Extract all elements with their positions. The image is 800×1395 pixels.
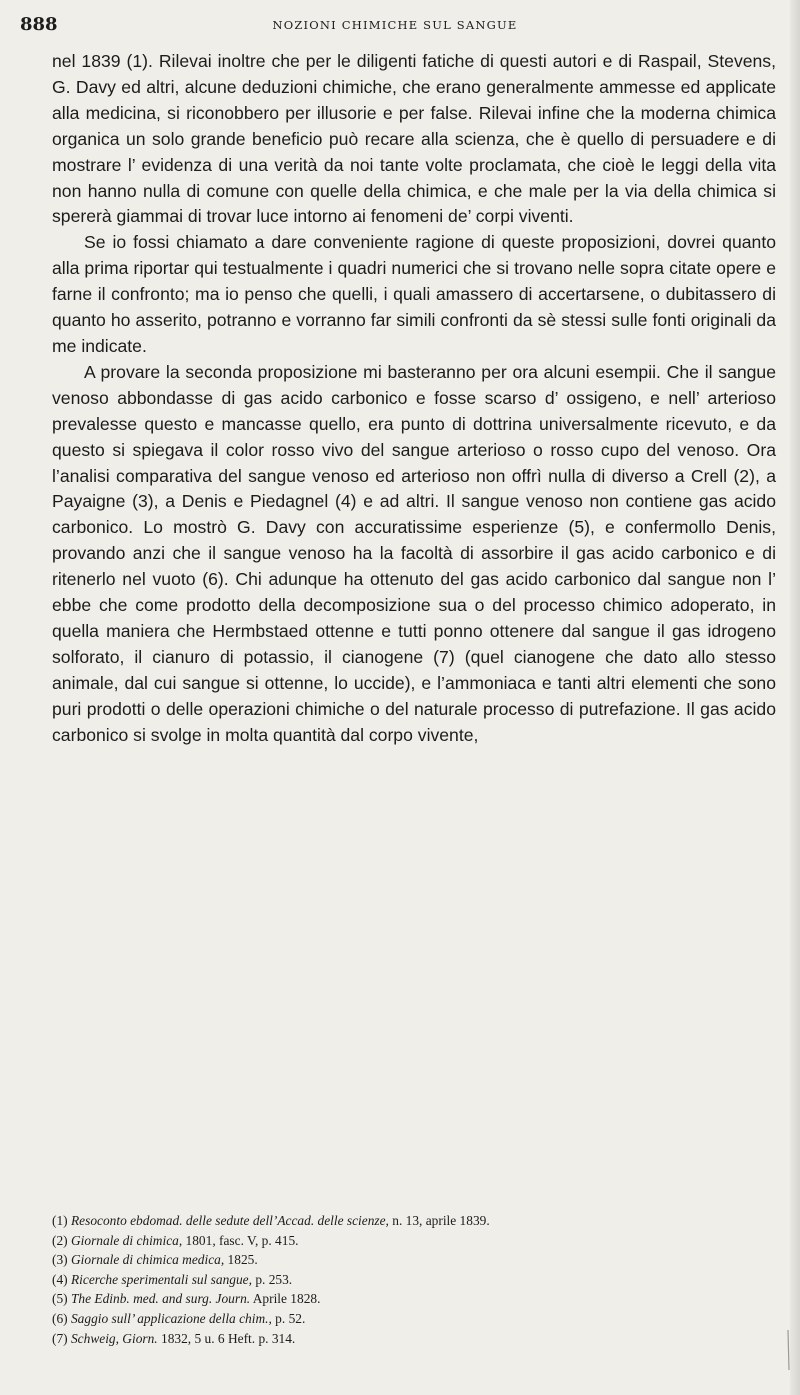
page-header xyxy=(20,14,770,38)
footnote-mark: (4) xyxy=(52,1271,68,1287)
footnote xyxy=(52,1289,776,1309)
footnote xyxy=(52,1329,776,1349)
footnote-title: Schweig, Giorn. xyxy=(70,1330,158,1346)
running-title: NOZIONI CHIMICHE SUL SANGUE xyxy=(272,18,518,32)
footnote-title: Giornale di chimica, xyxy=(70,1232,183,1248)
footnote-mark: (7) xyxy=(52,1330,68,1346)
footnote-mark: (3) xyxy=(52,1252,68,1268)
footnote-detail: n. 13, aprile 1839. xyxy=(388,1213,490,1228)
footnote xyxy=(52,1250,776,1270)
ink-speck-mark xyxy=(782,1330,794,1370)
footnote xyxy=(52,1309,776,1329)
footnote-mark: (1) xyxy=(52,1213,68,1228)
footnote-mark: (6) xyxy=(52,1310,68,1326)
footnote-mark: (5) xyxy=(52,1291,68,1307)
footnote-title: Giornale di chimica medica, xyxy=(70,1252,225,1268)
footnote-title: Saggio sull’ applicazione della chim., xyxy=(70,1310,272,1326)
paragraph: nel 1839 (1). Rilevai inoltre che per le diligenti fatiche di questi autori e di Raspail, Stevens, G. Davy ed altri, alcune deduzioni chimiche, che erano generalmente ammesse ed applicate alla medicina, si riconobbero per illusorie e per false. Rilevai infine che la moderna chimica organica un solo grande beneficio può recare alla scienza, che è quello di persuadere e di mostrare l’ evidenza di una verità da noi tante volte proclamata, che cioè le leggi della vita non hanno nulla di comune con quelle della chimica, e che male per la via della chimica si spererà giammai di trovar luce intorno ai fenomeni de’ corpi viventi. xyxy=(52,51,776,227)
footnote-detail: Aprile 1828. xyxy=(250,1291,321,1307)
footnote xyxy=(52,1231,776,1251)
footnote-mark: (2) xyxy=(52,1232,68,1248)
footnote-title: The Edinb. med. and surg. Journ. xyxy=(70,1291,251,1307)
footnotes xyxy=(52,1211,776,1348)
footnote-detail: 1801, fasc. V, p. 415. xyxy=(182,1232,299,1248)
footnote-detail: 1832, 5 u. 6 Heft. p. 314. xyxy=(157,1330,296,1346)
footnote-title: Resoconto ebdomad. delle sedute dell’Accad. delle scienze, xyxy=(70,1213,389,1228)
footnote-detail: p. 52. xyxy=(271,1310,306,1326)
footnote-detail: 1825. xyxy=(224,1252,258,1268)
page-edge-shadow xyxy=(790,0,800,1395)
body-text xyxy=(52,49,776,748)
footnote-detail: p. 253. xyxy=(251,1271,293,1287)
footnote xyxy=(52,1270,776,1290)
footnote xyxy=(52,1211,776,1231)
paragraph: Se io fossi chiamato a dare conveniente ragione di queste proposizioni, dovrei quanto alla prima riportar qui testualmente i quadri numerici che si trovano nelle sopra citate opere e farne il confronto; ma io penso che quelli, i quali amassero di accertarsene, o dubitassero di quanto ho asserito, potranno e vorranno far simili confronti da sè stessi sulle fonti originali da me indicate. xyxy=(52,232,776,356)
page-number: 888 xyxy=(20,14,58,35)
footnote-title: Ricerche sperimentali sul sangue, xyxy=(70,1271,252,1287)
paragraph: A provare la seconda proposizione mi basteranno per ora alcuni esempii. Che il sangue venoso abbondasse di gas acido carbonico e fosse scarso d’ ossigeno, e nell’ arterioso prevalesse questo e mancasse quello, era punto di dottrina universalmente ricevuto, e da questo si spiegava il color rosso vivo del sangue arterioso o rosso cupo del venoso. Ora l’analisi comparativa del sangue venoso ed arterioso non offrì nulla di diverso a Crell (2), a Payaigne (3), a Denis e Piedagnel (4) e ad altri. Il sangue venoso non contiene gas acido carbonico. Lo mostrò G. Davy con accuratissime esperienze (5), e confermollo Denis, provando anzi che il sangue venoso ha la facoltà di assorbire il gas acido carbonico e di ritenerlo nel vuoto (6). Chi adunque ha ottenuto del gas acido carbonico dal sangue non l’ ebbe che come prodotto della decomposizione sua o del processo chimico adoperato, in quella maniera che Hermbstaed ottenne e tutti ponno ottenere dal sangue il gas idrogeno solforato, il cianuro di potassio, il cianogene (7) (quel cianogene che dato allo stesso animale, dal cui sangue si ottenne, lo uccide), e l’ammoniaca e tanti altri elementi che sono puri prodotti o delle operazioni chimiche o del naturale processo di putrefazione. Il gas acido carbonico si svolge in molta quantità dal corpo vivente, xyxy=(52,361,776,745)
